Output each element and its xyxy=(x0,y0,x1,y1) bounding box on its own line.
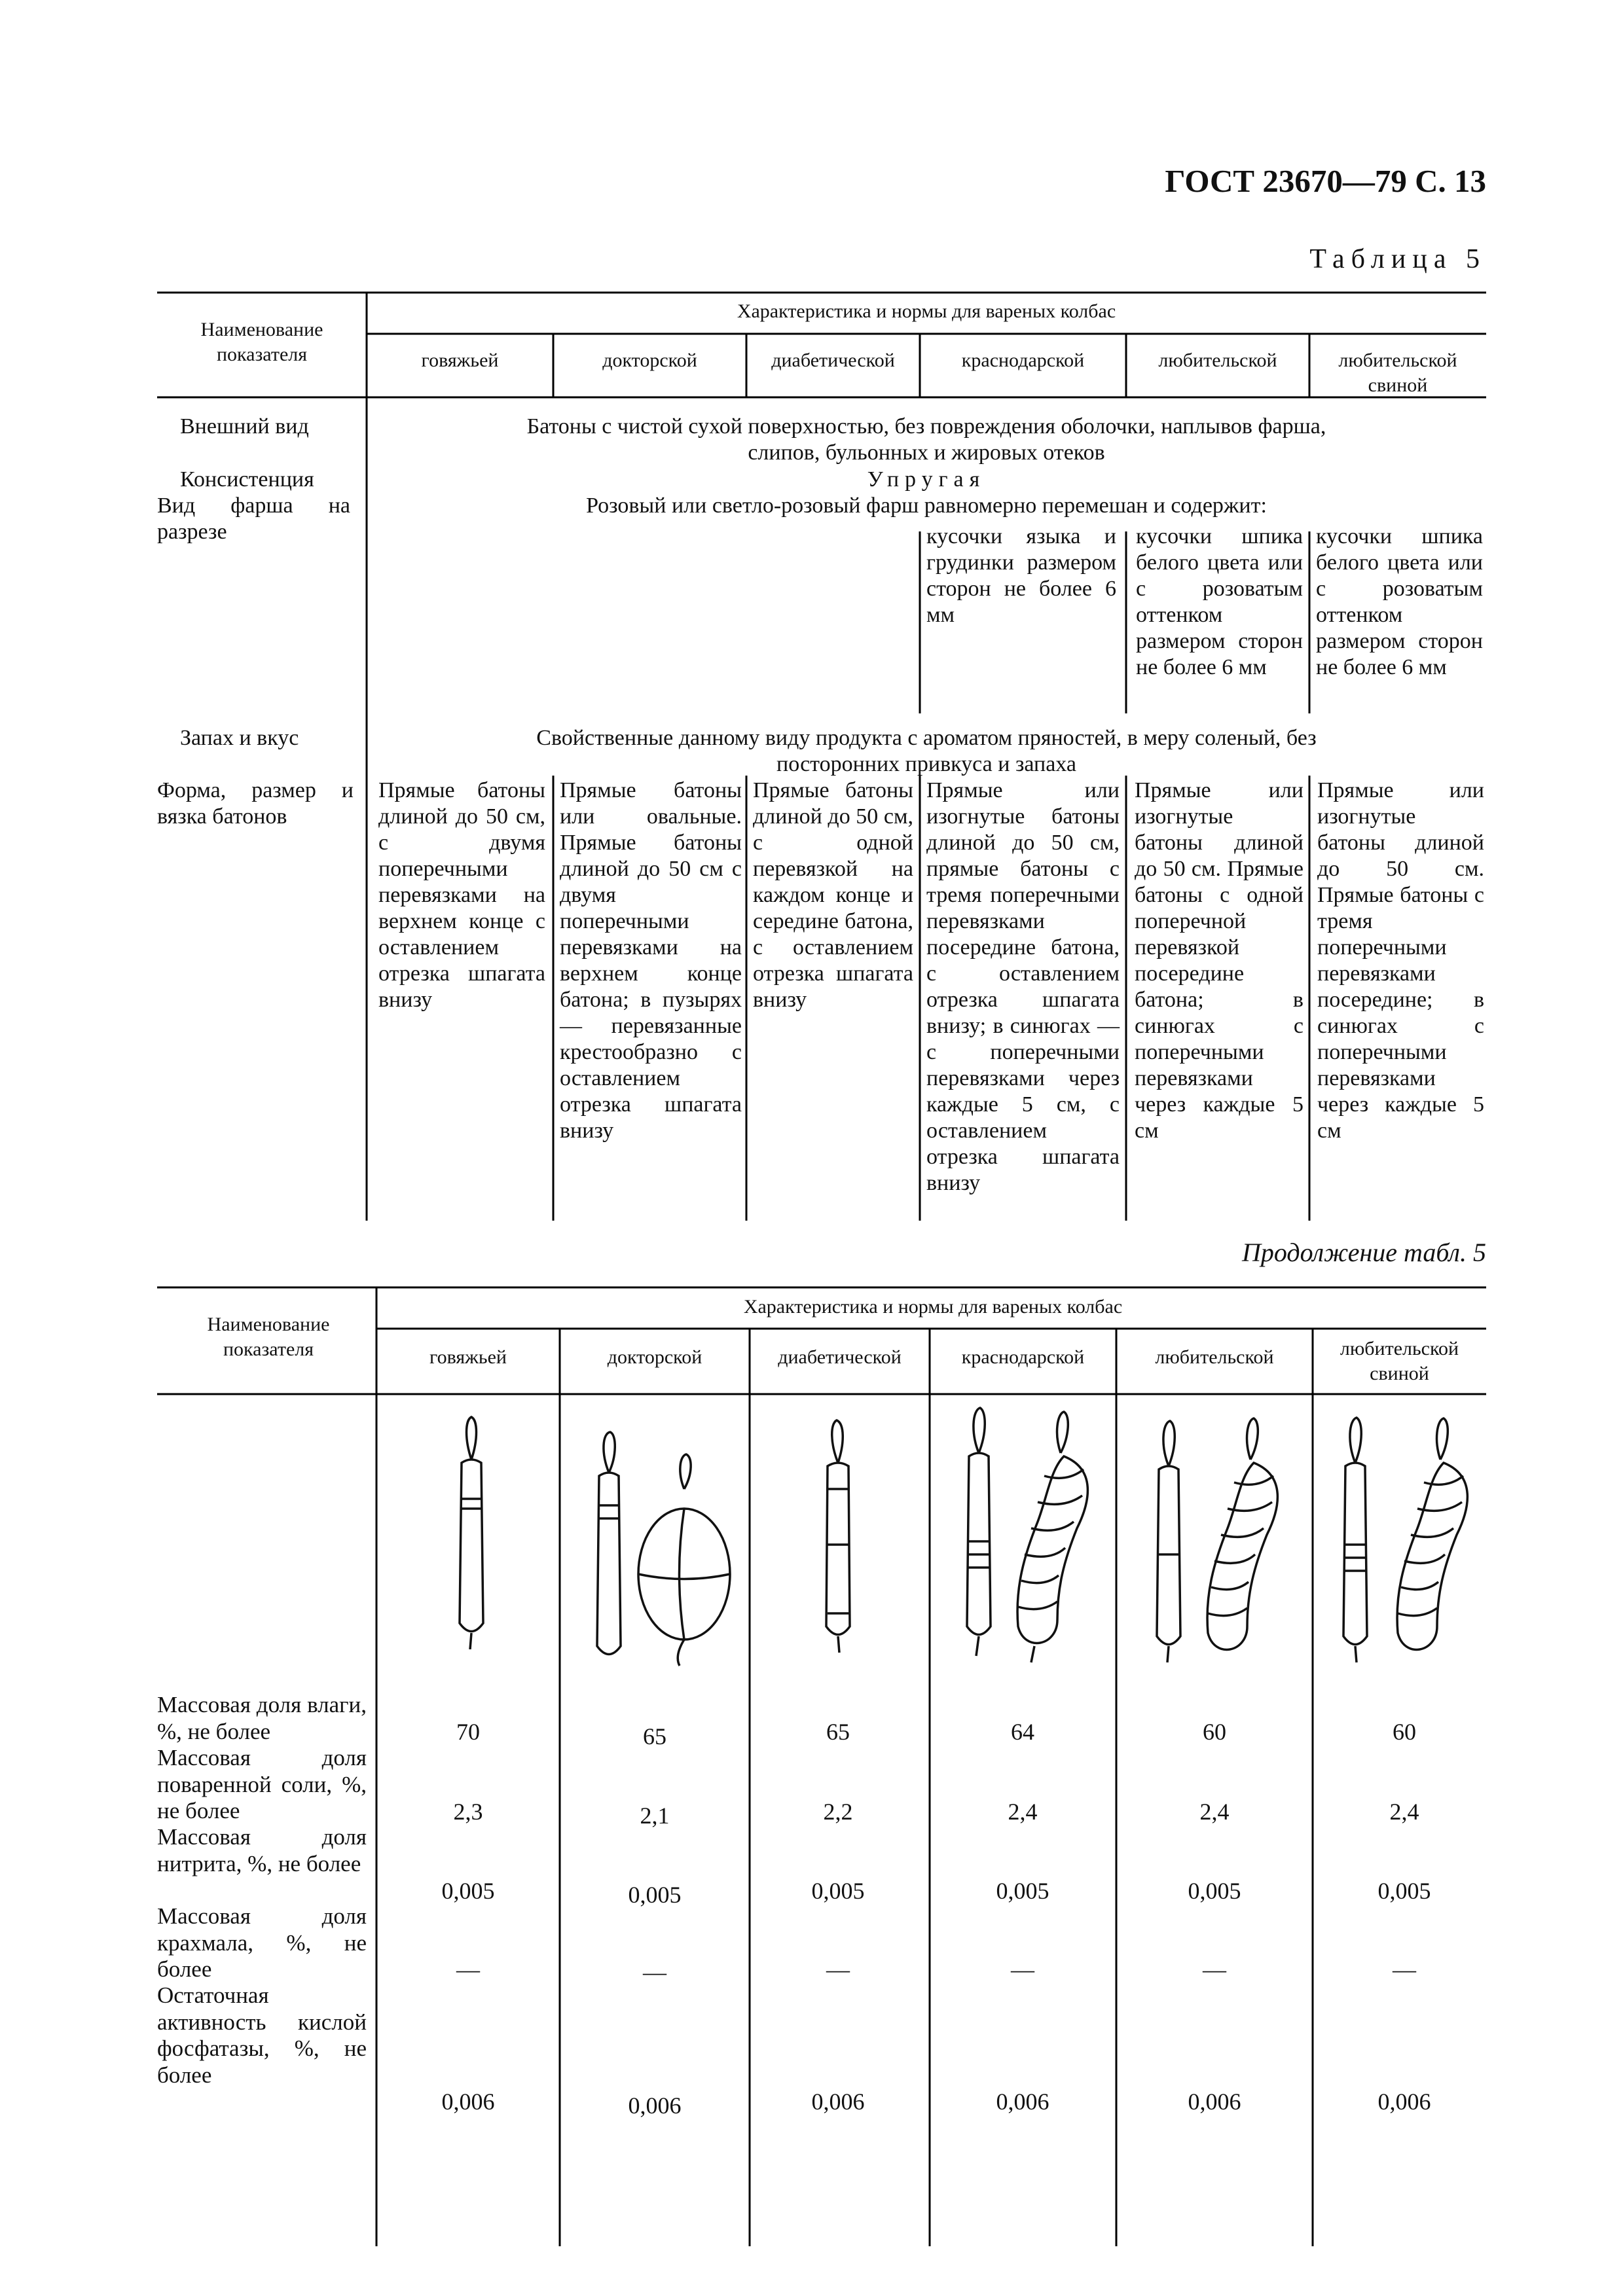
header-indicator: Наименование показателя xyxy=(200,319,323,365)
value-starch-lyubitelskaya: — xyxy=(1203,1956,1226,1982)
value-salt-govyazhya: 2,3 xyxy=(453,1799,483,1825)
appearance-text: Батоны с чистой сухой поверхностью, без повреждения оболочки, наплывов фарша, слипов, бульонных и жировых отеков xyxy=(526,414,1326,465)
row-label-shape: Форма, размер и вязка батонов xyxy=(157,778,354,829)
header-group: Характеристика и нормы для вареных колбас xyxy=(737,300,1116,322)
smell-text: Свойственные данному виду продукта с ароматом пряностей, в меру соленый, без посторонних привкуса и запаха xyxy=(536,726,1317,776)
shape-doktorskaya: Прямые батоны или овальные. Прямые батоны длиной до 50 см с двумя поперечными перевязками на верхнем конце батона; в пузырях — перевязанные крестообразно с оставлением отрезка шпагата внизу xyxy=(560,778,742,1143)
value-starch-doktorskaya: — xyxy=(643,1959,666,1985)
value-phosphatase-lyubitelskaya: 0,006 xyxy=(1188,2089,1241,2115)
shape-lyubitelskaya: Прямые или изогнутые батоны длиной до 50 см. Прямые батоны с одной поперечной перевязкой посередине батона; в синюгах с поперечными перевязками через каждые 5 см xyxy=(1135,778,1304,1143)
sausage-doktorskaya-illustration xyxy=(576,1420,746,1669)
t2-header-col-doktorskaya: докторской xyxy=(607,1346,702,1368)
value-moisture-diabeticheskaya: 65 xyxy=(826,1719,850,1745)
value-moisture-govyazhya: 70 xyxy=(456,1719,480,1745)
consistency-text: Упругая xyxy=(867,467,986,492)
value-starch-govyazhya: — xyxy=(456,1956,480,1982)
t2-header-col-govyazhya: говяжьей xyxy=(429,1346,507,1368)
sausage-lyubitelskaya-svinaya-illustration xyxy=(1329,1407,1480,1669)
value-phosphatase-diabeticheskaya: 0,006 xyxy=(811,2089,865,2115)
value-salt-diabeticheskaya: 2,2 xyxy=(823,1799,853,1825)
page-title: ГОСТ 23670—79 С. 13 xyxy=(1165,163,1486,199)
row-label-smell: Запах и вкус xyxy=(180,726,299,750)
cut-lyubitelskaya-svinaya: кусочки шпика белого цвета или с розоватым оттенком размером сторон не более 6 мм xyxy=(1316,524,1483,679)
t2-row-label-nitrite: Массовая доля нитрита, %, не более xyxy=(157,1824,367,1876)
value-phosphatase-doktorskaya: 0,006 xyxy=(628,2092,682,2119)
shape-lyubitelskaya-svinaya: Прямые или изогнутые батоны длиной до 50 см. Прямые батоны с тремя поперечными перевязками посередине; в синюгах с поперечными перевязками через каждые 5 см xyxy=(1317,778,1484,1143)
value-salt-lyubitelskaya: 2,4 xyxy=(1199,1799,1230,1825)
t2-row-label-moisture: Массовая доля влаги, %, не более xyxy=(157,1692,367,1744)
t2-header-group: Характеристика и нормы для вареных колбас xyxy=(743,1296,1123,1318)
value-nitrite-govyazhya: 0,005 xyxy=(441,1878,495,1904)
row-label-consistency: Консистенция xyxy=(180,467,314,492)
value-nitrite-doktorskaya: 0,005 xyxy=(628,1882,682,1908)
t2-header-col-krasnodarskaya: краснодарской xyxy=(961,1346,1085,1368)
value-phosphatase-govyazhya: 0,006 xyxy=(441,2089,495,2115)
shape-krasnodarskaya: Прямые или изогнутые батоны длиной до 50 см, прямые батоны с тремя поперечными перевязками посередине батона, с оставлением отрезка шпагата внизу; в синюгах — с поперечными перевязками через каждые 5 см, с оставлением отрезка шпагата внизу xyxy=(926,778,1120,1195)
header-col-lyubitelskaya-svinaya: любительской свиной xyxy=(1338,350,1457,396)
t2-header-col-lyubitelskaya-svinaya: любительской свиной xyxy=(1340,1338,1459,1384)
cut-text: Розовый или светло-розовый фарш равномерно перемешан и содержит: xyxy=(586,493,1267,518)
value-nitrite-lyubitelskaya-svinaya: 0,005 xyxy=(1377,1878,1431,1904)
sausage-govyazhya-illustration xyxy=(432,1414,511,1649)
value-phosphatase-lyubitelskaya-svinaya: 0,006 xyxy=(1377,2089,1431,2115)
value-starch-krasnodarskaya: — xyxy=(1011,1956,1034,1982)
cut-krasnodarskaya: кусочки языка и грудинки размером сторон не более 6 мм xyxy=(926,524,1116,627)
header-col-doktorskaya: докторской xyxy=(602,350,697,371)
value-nitrite-diabeticheskaya: 0,005 xyxy=(811,1878,865,1904)
value-moisture-krasnodarskaya: 64 xyxy=(1011,1719,1034,1745)
row-label-appearance: Внешний вид xyxy=(180,414,309,439)
t2-row-label-phosphatase: Остаточная активность кислой фосфатазы, %, не более xyxy=(157,1982,367,2088)
sausage-lyubitelskaya-illustration xyxy=(1142,1410,1293,1666)
value-salt-lyubitelskaya-svinaya: 2,4 xyxy=(1389,1799,1419,1825)
header-col-diabeticheskaya: диабетической xyxy=(771,350,895,371)
value-moisture-lyubitelskaya-svinaya: 60 xyxy=(1393,1719,1416,1745)
t2-header-col-diabeticheskaya: диабетической xyxy=(778,1346,902,1368)
value-salt-krasnodarskaya: 2,4 xyxy=(1008,1799,1038,1825)
header-col-govyazhya: говяжьей xyxy=(421,350,499,371)
header-col-lyubitelskaya: любительской xyxy=(1158,350,1277,371)
table-label: Таблица 5 xyxy=(1309,244,1486,274)
row-label-cut: Вид фарша на разрезе xyxy=(157,493,350,544)
sausage-diabeticheskaya-illustration xyxy=(799,1414,877,1656)
cut-lyubitelskaya: кусочки шпика белого цвета или с розоватым оттенком размером сторон не более 6 мм xyxy=(1136,524,1303,679)
t2-row-label-starch: Массовая доля крахмала, %, не более xyxy=(157,1903,367,1982)
shape-diabeticheskaya: Прямые батоны длиной до 50 см, с одной перевязкой на каждом конце и середине батона, с оставлением отрезка шпагата внизу xyxy=(753,778,913,1012)
value-moisture-lyubitelskaya: 60 xyxy=(1203,1719,1226,1745)
sausage-krasnodarskaya-illustration xyxy=(953,1404,1103,1666)
value-starch-diabeticheskaya: — xyxy=(826,1956,850,1982)
t2-header-col-lyubitelskaya: любительской xyxy=(1155,1346,1274,1368)
header-col-krasnodarskaya: краснодарской xyxy=(961,350,1085,371)
value-phosphatase-krasnodarskaya: 0,006 xyxy=(996,2089,1049,2115)
value-nitrite-lyubitelskaya: 0,005 xyxy=(1188,1878,1241,1904)
continuation-label: Продолжение табл. 5 xyxy=(1241,1238,1486,1267)
t2-header-indicator: Наименование показателя xyxy=(207,1314,330,1360)
value-starch-lyubitelskaya-svinaya: — xyxy=(1393,1956,1416,1982)
value-nitrite-krasnodarskaya: 0,005 xyxy=(996,1878,1049,1904)
value-salt-doktorskaya: 2,1 xyxy=(640,1803,670,1829)
shape-govyazhya: Прямые батоны длиной до 50 см, с двумя поперечными перевязками на верхнем конце с оставлением отрезка шпагата внизу xyxy=(378,778,545,1012)
value-moisture-doktorskaya: 65 xyxy=(643,1723,666,1749)
t2-row-label-salt: Массовая доля поваренной соли, %, не более xyxy=(157,1745,367,1823)
